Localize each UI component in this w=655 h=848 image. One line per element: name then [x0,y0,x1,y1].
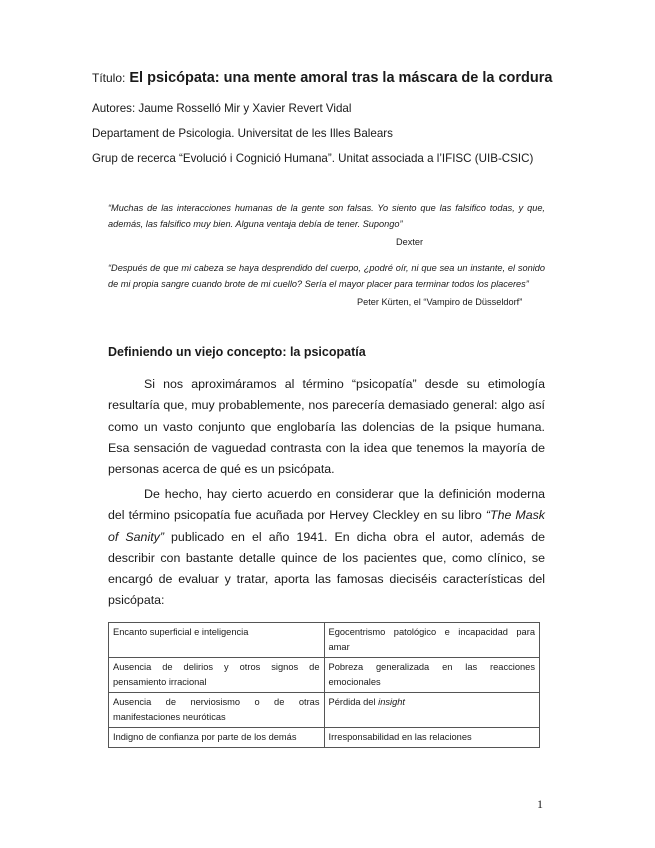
title-text: El psicópata: una mente amoral tras la máscara de la cordura [129,70,553,86]
table-cell: Ausencia de delirios y otros signos de pensamiento irracional [109,658,325,693]
insight-term: insight [378,697,405,707]
paragraph-1-text: Si nos aproximáramos al término “psicopatía” desde su etimología resultaría que, muy probablemente, nos parecería demasiado general: algo así como un vasto conjunto que englobaría las dolencias de la psique humana. Esa sensación de vaguedad contrasta con la idea que tenemos la mayoría de personas acerca de qué es un psicópata. [108,377,545,477]
table-row [109,623,540,658]
table-cell: Ausencia de nerviosismo o de otras manifestaciones neuróticas [109,693,325,728]
table-cell-text: Pérdida del [328,697,379,707]
book-title: “The Mask of Sanity” [108,508,546,544]
title-label: Título: [92,71,126,85]
page-number: 1 [537,797,543,811]
paragraph-2-text-end: publicado en el año 1941. En dicha obra el autor, además de describir con bastante detalle quince de los pacientes que, como clínico, se encargó de evaluar y tratar, aporta las famosas dieciséis características del psicópata: [108,529,545,608]
research-group-line: Grup de recerca “Evolució i Cognició Humana”. Unitat associada a l’IFISC (UIB-CSIC) [92,152,534,165]
table-cell [324,693,540,728]
table-row [109,658,540,693]
section-heading: Definiendo un viejo concepto: la psicopatía [108,345,366,359]
table-row [109,693,540,728]
paragraph-2-text-start: De hecho, hay cierto acuerdo en considerar que la definición moderna del término psicopatía fue acuñada por Hervey Cleckley en su libro [108,487,545,523]
table-cell: Egocentrismo patológico e incapacidad para amar [324,623,540,658]
body-paragraph-2 [108,484,545,612]
epigraph-author-1: Dexter [396,237,424,247]
authors-line: Autores: Jaume Rosselló Mir y Xavier Revert Vidal [92,102,352,115]
table-cell: Irresponsabilidad en las relaciones [324,728,540,748]
table-cell: Indigno de confianza por parte de los demás [109,728,325,748]
epigraph-quote-1: “Muchas de las interacciones humanas de la gente son falsas. Yo siento que las falsifico todas, y que, además, las falsifico muy bien. Alguna ventaja debía de tener. Supongo” [108,203,545,229]
department-line: Departament de Psicologia. Universitat de les Illes Balears [92,127,393,140]
table-cell: Pobreza generalizada en las reacciones emocionales [324,658,540,693]
epigraph-quote-2: “Después de que mi cabeza se haya desprendido del cuerpo, ¿podré oír, ni que sea un instante, el sonido de mi propia sangre cuando brote de mi cuello? Sería el mayor placer para terminar todos los placeres” [108,263,545,289]
psychopath-traits-table [108,622,540,748]
table-cell: Encanto superficial e inteligencia [109,623,325,658]
body-paragraph-1 [108,374,545,480]
table-row [109,728,540,748]
epigraph-author-2: Peter Kürten, el “Vampiro de Düsseldorf” [357,297,523,307]
document-title [92,70,552,86]
